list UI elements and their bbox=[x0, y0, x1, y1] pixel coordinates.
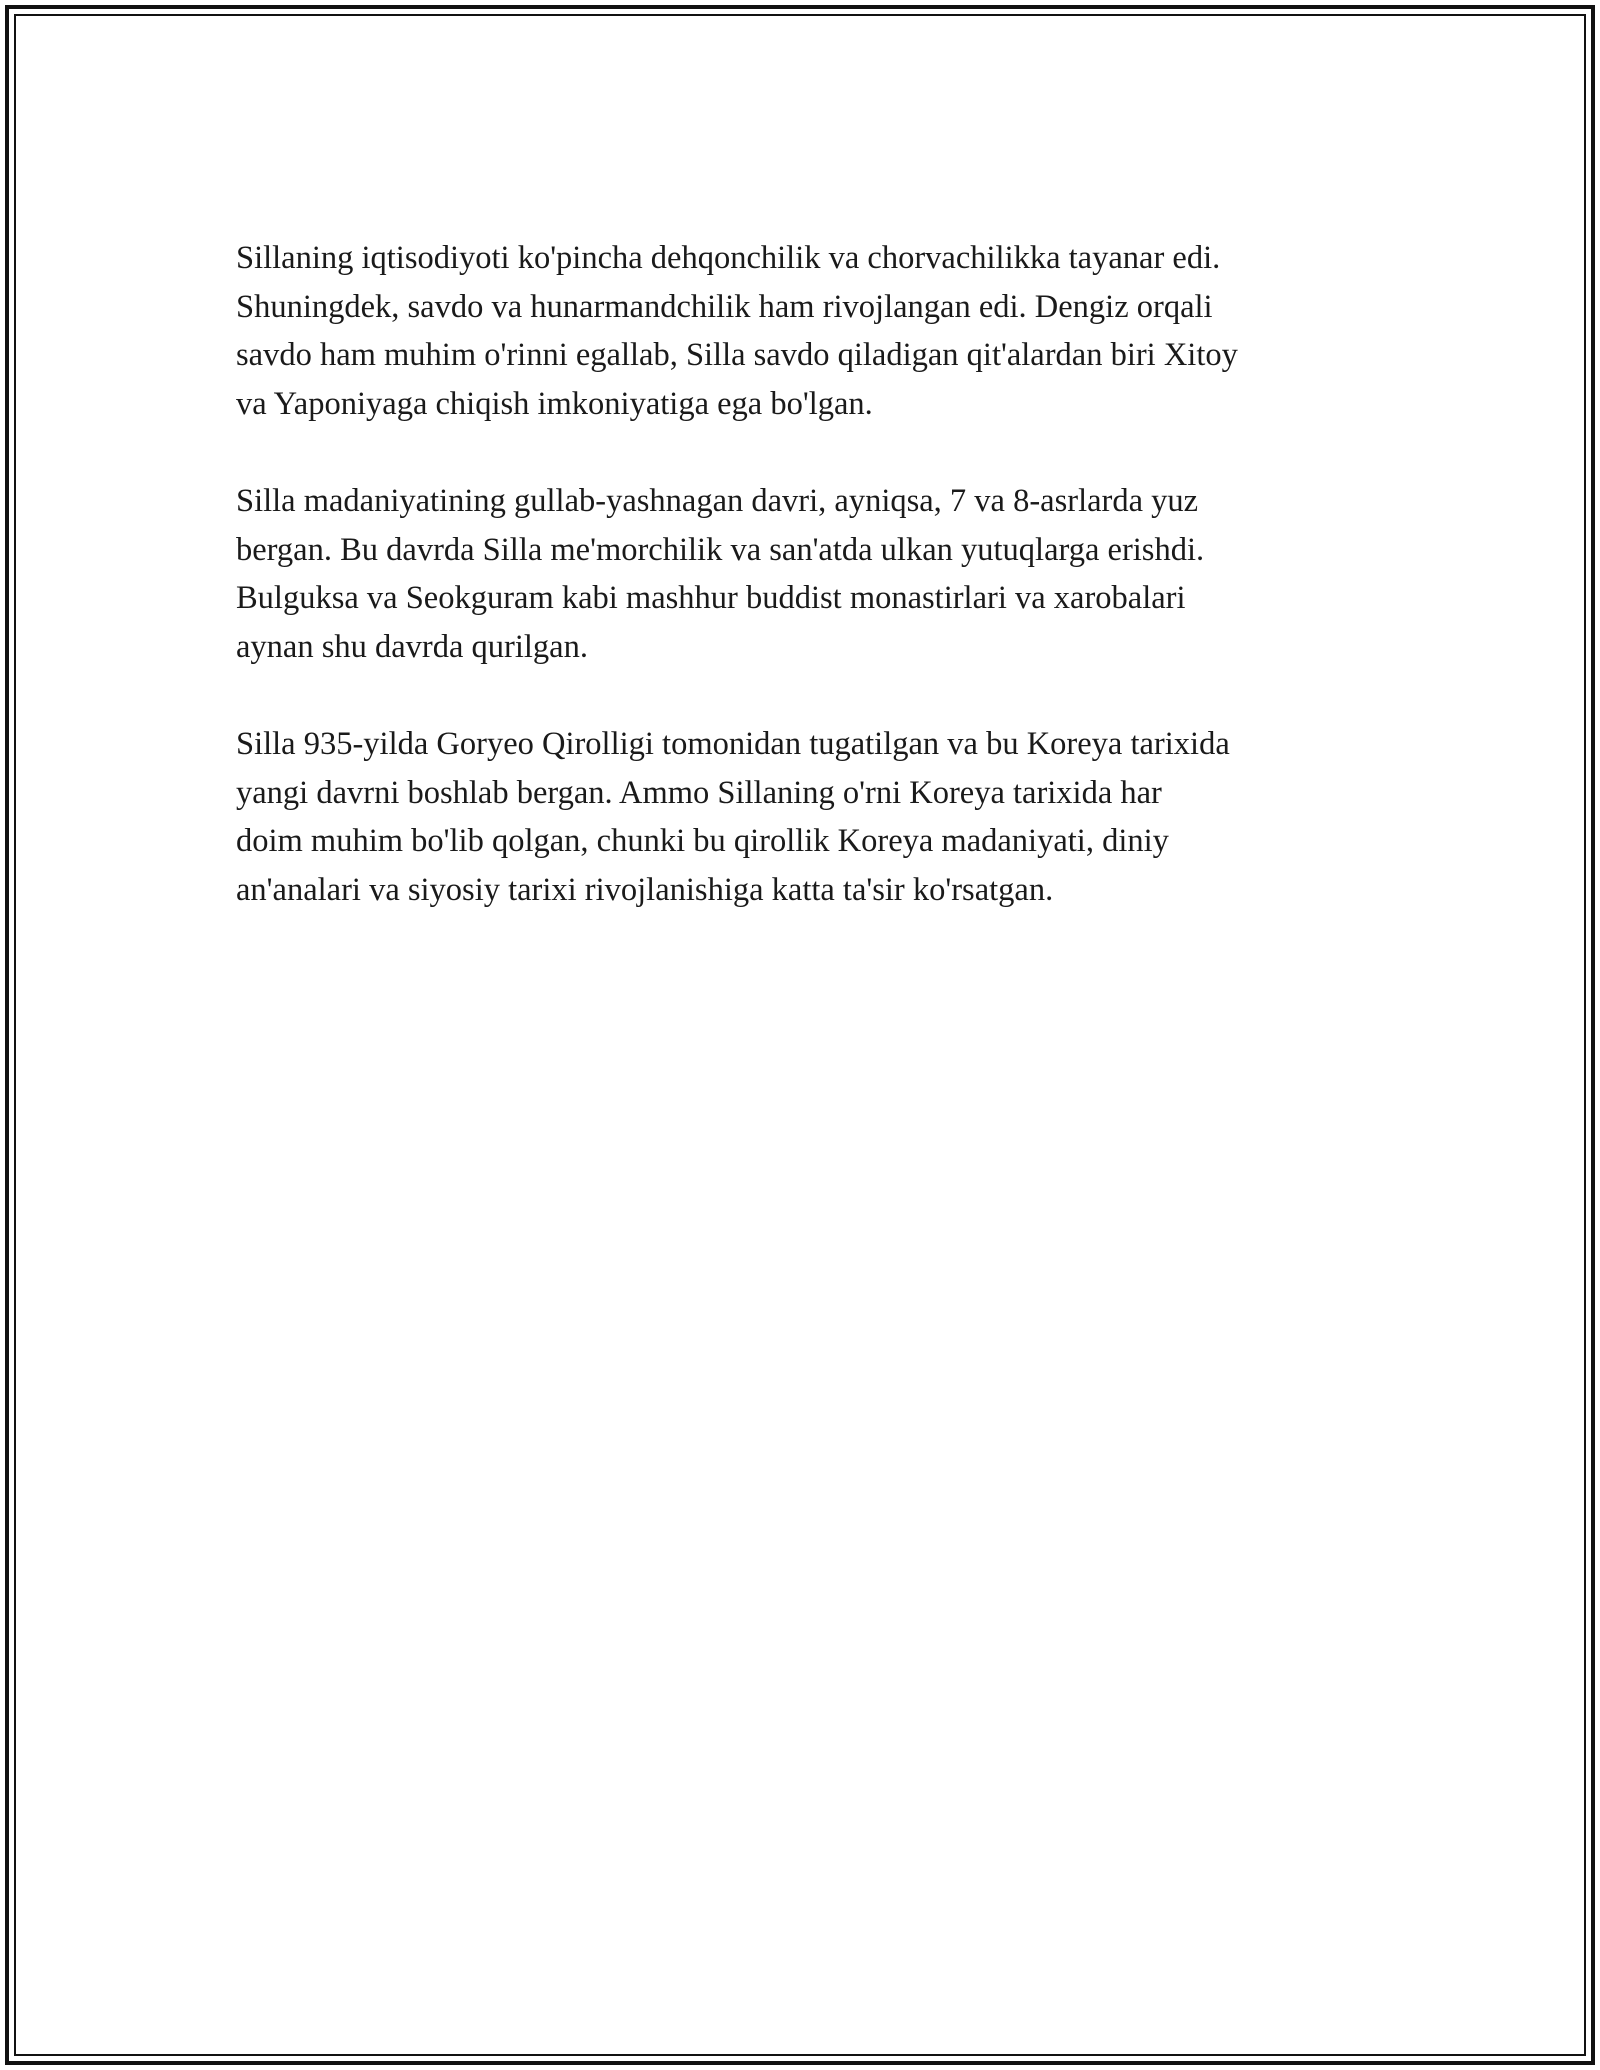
paragraph-fall: Silla 935-yilda Goryeo Qirolligi tomonidan tugatilgan va bu Koreya tarixida yangi davrni boshlab bergan. Ammo Sillaning o'rni Koreya tarixida har doim muhim bo'lib qolgan, chunki bu qirollik Koreya madaniyati, diniy an'analari va siyosiy tarixi rivojlanishiga katta ta'sir ko'rsatgan. bbox=[236, 726, 1230, 908]
paragraph-golden-age: Silla madaniyatining gullab-yashnagan davri, ayniqsa, 7 va 8-asrlarda yuz bergan. Bu davrda Silla me'morchilik va san'atda ulkan yutuqlarga erishdi. Bulguksa va Seokguram kabi mashhur buddist monastirlari va xarobalari aynan shu davrda qurilgan. bbox=[236, 483, 1205, 665]
document-body bbox=[236, 234, 1386, 963]
paragraph-economy: Sillaning iqtisodiyoti ko'pincha dehqonchilik va chorvachilikka tayanar edi. Shuningdek, savdo va hunarmandchilik ham rivojlangan edi. Dengiz orqali savdo ham muhim o'rinni egallab, Silla savdo qiladigan qit'alardan biri Xitoy va Yaponiyaga chiqish imkoniyatiga ega bo'lgan. bbox=[236, 240, 1238, 422]
